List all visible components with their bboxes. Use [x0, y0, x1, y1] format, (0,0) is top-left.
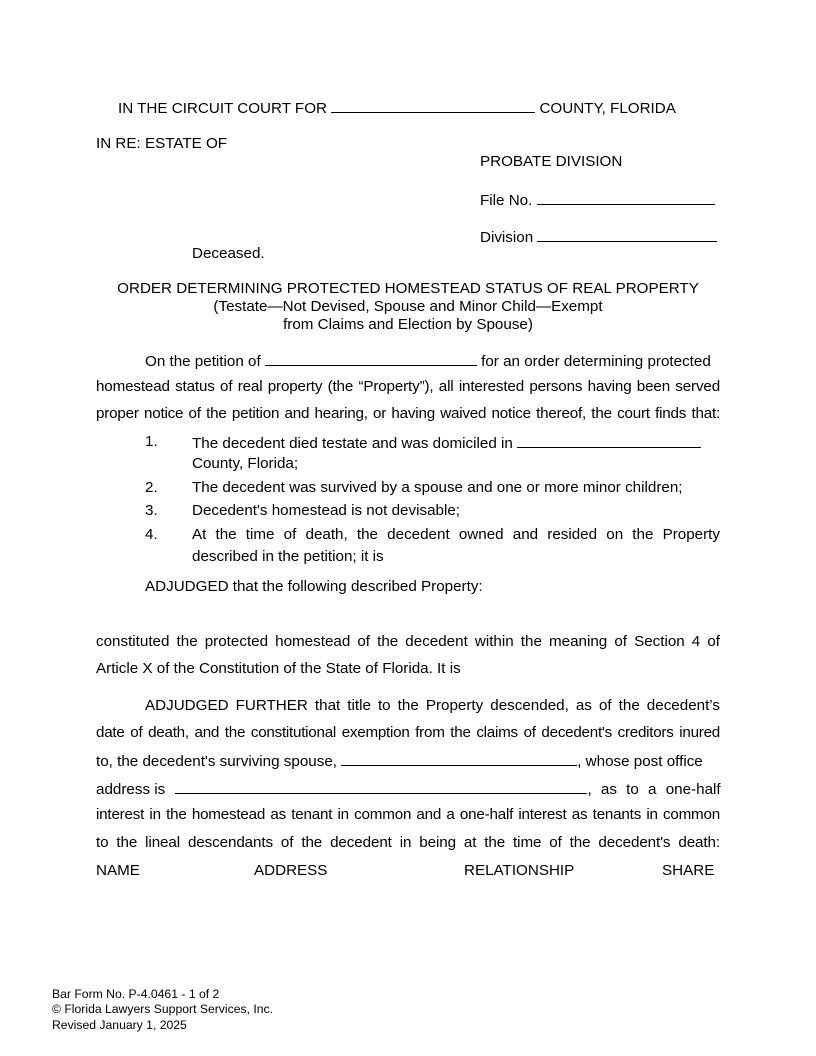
finding-1-continued: County, Florida;	[192, 455, 299, 472]
footer-copyright: © Florida Lawyers Support Services, Inc.	[52, 1002, 273, 1016]
finding-3-number: 3.	[145, 502, 158, 519]
spouse-text-end: , whose post office	[577, 753, 703, 770]
court-heading	[118, 98, 676, 118]
finding-4-continued: described in the petition; it is	[192, 548, 384, 565]
order-subtitle-1: (Testate—Not Devised, Spouse and Minor Child—Exempt	[213, 298, 603, 315]
petition-text-start: On the petition of	[145, 353, 261, 370]
further-line-6: to the lineal descendants of the decedent in being at the time of the decedent's death:	[96, 834, 720, 851]
spouse-text-start: to, the decedent's surviving spouse,	[96, 753, 337, 770]
finding-1-number: 1.	[145, 433, 158, 450]
further-line-2: date of death, and the constitutional exemption from the claims of decedent's creditors inured	[96, 724, 720, 741]
file-no-label: File No.	[480, 192, 533, 209]
further-line-1: ADJUDGED FURTHER that title to the Property descended, as of the decedent’s	[145, 697, 720, 714]
spouse-address-blank[interactable]	[175, 779, 587, 794]
court-prefix: IN THE CIRCUIT COURT FOR	[118, 100, 327, 117]
finding-3-text: Decedent's homestead is not devisable;	[192, 502, 460, 519]
address-text-end: , as to a one-half	[587, 781, 721, 798]
finding-1-label: The decedent died testate and was domiciled in	[192, 435, 513, 452]
further-line-5: interest in the homestead as tenant in common and a one-half interest as tenants in common	[96, 806, 720, 823]
county-blank[interactable]	[331, 98, 535, 113]
court-suffix: COUNTY, FLORIDA	[539, 100, 676, 117]
further-line-4	[96, 779, 720, 799]
finding-4-text: At the time of death, the decedent owned and resided on the Property	[192, 526, 720, 543]
division-label: Division	[480, 229, 534, 246]
deceased-label: Deceased.	[192, 245, 265, 262]
in-re-label: IN RE: ESTATE OF	[96, 135, 228, 152]
intro-line-3: proper notice of the petition and hearing, or having waived notice thereof, the court finds that:	[96, 405, 720, 422]
probate-division-label: PROBATE DIVISION	[480, 153, 623, 170]
header-relationship: RELATIONSHIP	[464, 862, 575, 879]
file-no-blank[interactable]	[537, 190, 715, 205]
order-subtitle-2: from Claims and Election by Spouse)	[283, 316, 533, 333]
division-line	[480, 227, 717, 247]
petitioner-blank[interactable]	[265, 351, 477, 366]
header-name: NAME	[96, 862, 140, 879]
petition-text-end: for an order determining protected	[481, 353, 711, 370]
order-title: ORDER DETERMINING PROTECTED HOMESTEAD STATUS OF REAL PROPERTY	[117, 280, 699, 297]
finding-1-text	[192, 433, 701, 453]
intro-line-2: homestead status of real property (the “Property”), all interested persons having been served	[96, 378, 720, 395]
finding-4-number: 4.	[145, 526, 158, 543]
header-share: SHARE	[662, 862, 715, 879]
adjudged-line: ADJUDGED that the following described Property:	[145, 578, 483, 595]
domicile-county-blank[interactable]	[517, 433, 701, 448]
finding-2-text: The decedent was survived by a spouse and one or more minor children;	[192, 479, 683, 496]
constituted-line-1: constituted the protected homestead of the decedent within the meaning of Section 4 of	[96, 633, 720, 650]
address-text-start: address is	[96, 781, 166, 798]
constituted-line-2: Article X of the Constitution of the State of Florida. It is	[96, 660, 461, 677]
footer-form-no: Bar Form No. P-4.0461 - 1 of 2	[52, 987, 220, 1001]
division-blank[interactable]	[537, 227, 717, 242]
petition-line	[145, 351, 711, 371]
header-address: ADDRESS	[254, 862, 328, 879]
finding-2-number: 2.	[145, 479, 158, 496]
footer-revised: Revised January 1, 2025	[52, 1018, 187, 1032]
further-line-3	[96, 751, 703, 771]
file-no-line	[480, 190, 715, 210]
spouse-name-blank[interactable]	[341, 751, 577, 766]
